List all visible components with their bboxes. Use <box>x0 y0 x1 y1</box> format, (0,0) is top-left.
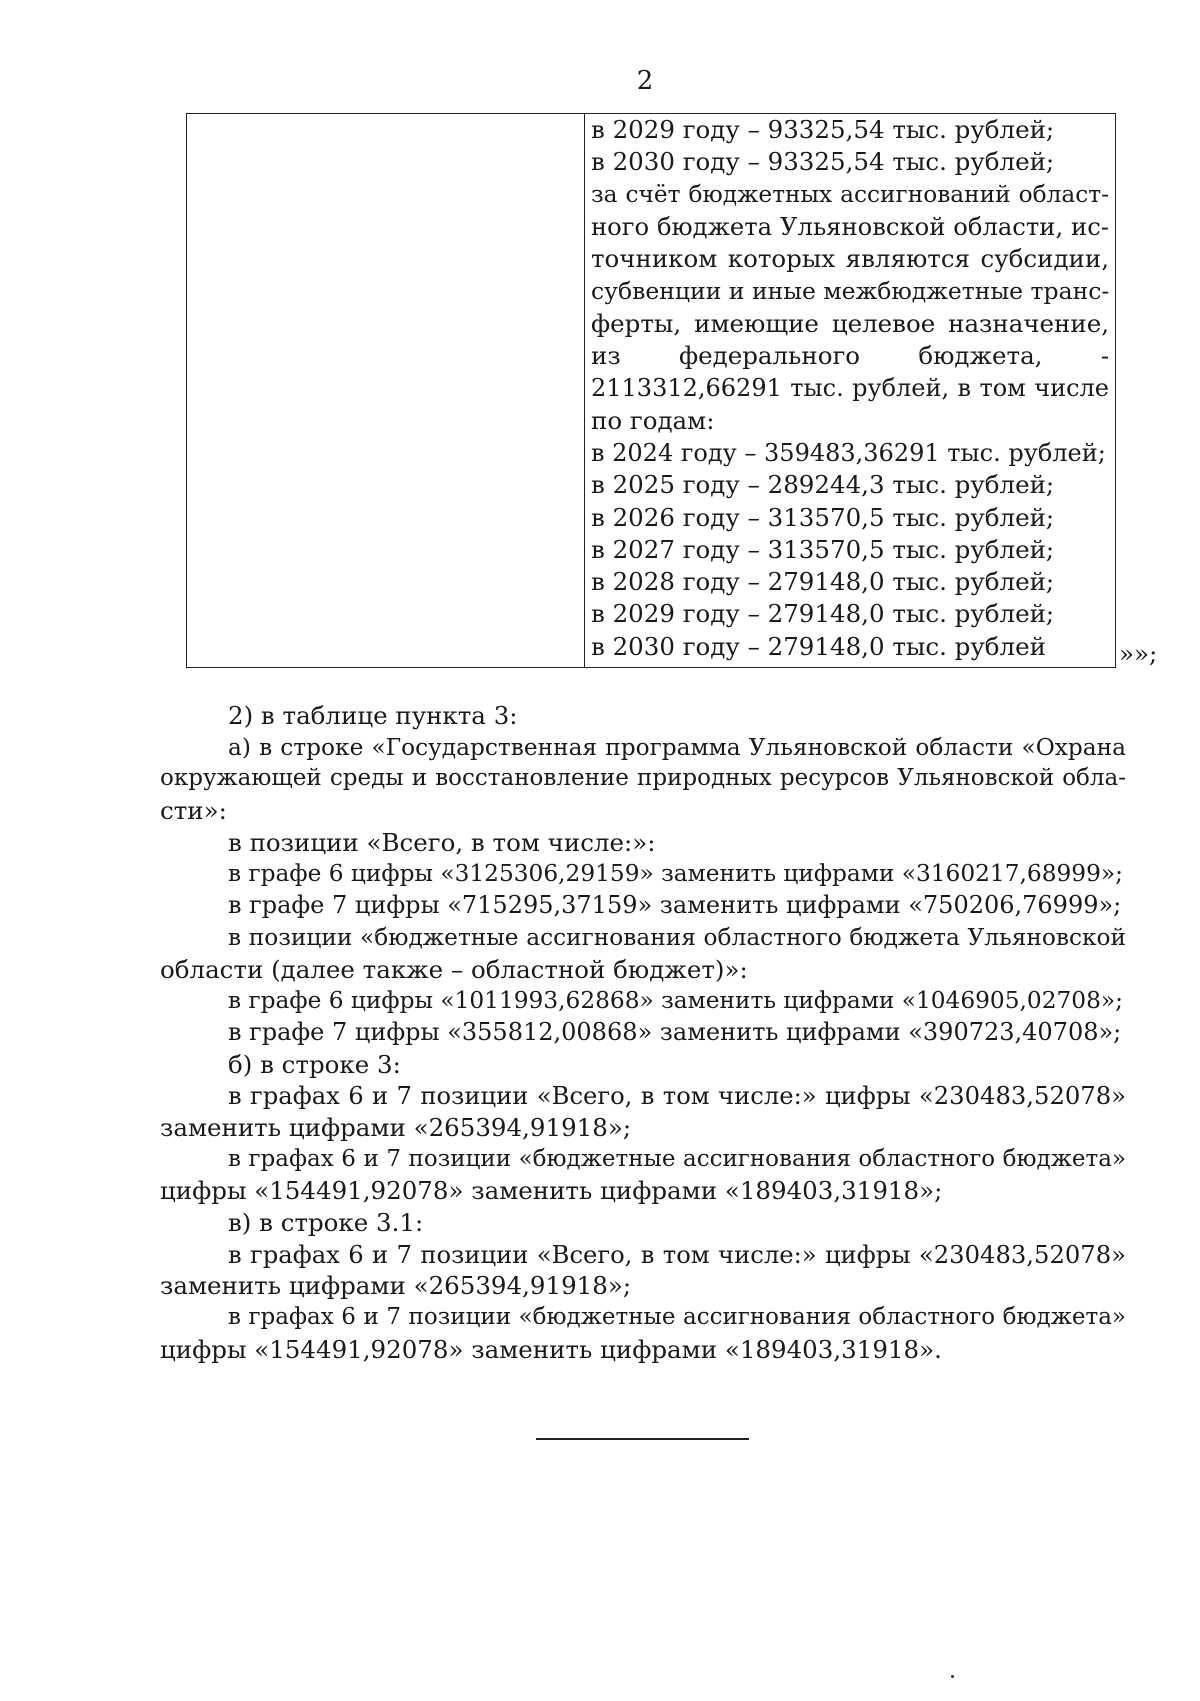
table-line: 2113312,66291 тыс. рублей, в том числе <box>591 374 1109 403</box>
table-line: субвенции и иные межбюджетные транс- <box>591 277 1110 306</box>
paragraph-line: в позиции «бюджетные ассигнования областного бюджета Ульяновской <box>228 923 1126 951</box>
paragraph-line: б) в строке 3: <box>228 1049 401 1079</box>
paragraph-line: в графе 6 цифры «3125306,29159» заменить цифрами «3160217,68999»; <box>228 860 1123 888</box>
paragraph-line: окружающей среды и восстановление природных ресурсов Ульяновской обла- <box>160 765 1126 792</box>
paragraph-line: в графе 7 цифры «355812,00868» заменить цифрами «390723,40708»; <box>228 1017 1122 1046</box>
table-line: в 2024 году – 359483,36291 тыс. рублей; <box>591 438 1106 467</box>
table-line: в 2030 году – 93325,54 тыс. рублей; <box>591 147 1055 177</box>
paragraph-line: 2) в таблице пункта 3: <box>228 701 518 730</box>
table-line: в 2029 году – 93325,54 тыс. рублей; <box>591 115 1055 144</box>
paragraph-line: в графах 6 и 7 позиции «бюджетные ассигнования областного бюджета» <box>228 1145 1126 1172</box>
table-line: за счёт бюджетных ассигнований област- <box>591 180 1109 208</box>
table-line: ного бюджета Ульяновской области, ис- <box>591 211 1109 241</box>
paragraph-line: в графе 7 цифры «715295,37159» заменить цифрами «750206,76999»; <box>228 891 1122 920</box>
table-line: в 2028 году – 279148,0 тыс. рублей; <box>591 567 1055 597</box>
funding-table <box>186 113 1116 668</box>
table-line: в 2029 году – 279148,0 тыс. рублей; <box>591 599 1055 629</box>
paragraph-line: заменить цифрами «265394,91918»; <box>160 1271 632 1301</box>
table-line: в 2030 году – 279148,0 тыс. рублей <box>591 631 1046 661</box>
paragraph-line: заменить цифрами «265394,91918»; <box>160 1112 632 1142</box>
paragraph-line: а) в строке «Государственная программа Ульяновской области «Охрана <box>228 733 1126 761</box>
paragraph-line: в графе 6 цифры «1011993,62868» заменить цифрами «1046905,02708»; <box>228 987 1123 1015</box>
table-line: точником которых являются субсидии, <box>591 244 1109 274</box>
table-line: в 2026 году – 313570,5 тыс. рублей; <box>591 502 1055 532</box>
end-rule-divider <box>536 1438 749 1440</box>
table-line: из федерального бюджета, - <box>591 341 1109 371</box>
amendment-text <box>160 700 1126 1365</box>
table-cell-funding-text <box>591 114 1109 663</box>
closing-quote: »»; <box>1119 639 1158 668</box>
paragraph-line: в графах 6 и 7 позиции «бюджетные ассигнования областного бюджета» <box>228 1304 1126 1331</box>
paragraph-line: цифры «154491,92078» заменить цифрами «189403,31918». <box>160 1334 942 1364</box>
paragraph-line: в позиции «Всего, в том числе:»: <box>228 827 656 857</box>
paragraph-line: в графах 6 и 7 позиции «Всего, в том числе:» цифры «230483,52078» <box>228 1081 1126 1111</box>
paragraph-line: в графах 6 и 7 позиции «Всего, в том числе:» цифры «230483,52078» <box>228 1239 1126 1269</box>
table-line: по годам: <box>591 405 715 435</box>
paragraph-line: области (далее также – областной бюджет)»: <box>160 954 748 984</box>
paragraph-line: цифры «154491,92078» заменить цифрами «189403,31918»; <box>160 1176 943 1206</box>
paragraph-line: в) в строке 3.1: <box>228 1208 424 1237</box>
page-number: 2 <box>636 66 654 96</box>
scan-dot <box>951 1675 954 1678</box>
table-line: ферты, имеющие целевое назначение, <box>591 308 1109 338</box>
table-line: в 2027 году – 313570,5 тыс. рублей; <box>591 534 1055 564</box>
table-column-divider <box>584 114 585 667</box>
table-line: в 2025 году – 289244,3 тыс. рублей; <box>591 470 1055 500</box>
paragraph-line: сти»: <box>160 796 227 826</box>
